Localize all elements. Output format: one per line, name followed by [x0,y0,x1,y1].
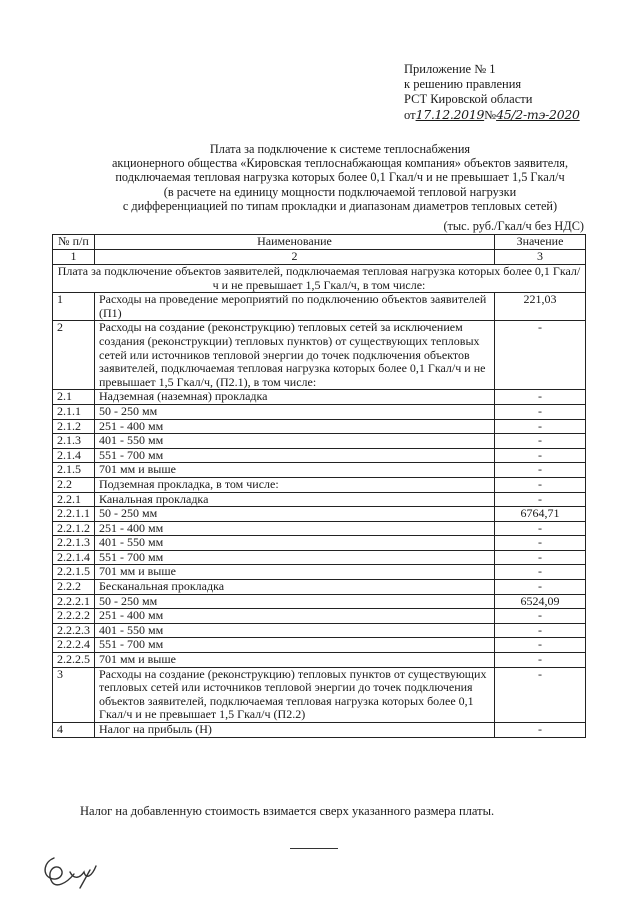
row-name: Расходы на создание (реконструкцию) тепловых сетей за исключением создания (реконструкции) тепловых пунктов) от существующих тепловых сетей или источников тепловой энергии до точек подключения объектов заявителей, подключаемая тепловая нагрузка которых более 0,1 Гкал/ч и не превышает 1,5 Гкал/ч, (П2.1), в том числе: [95,321,495,390]
table-row [53,419,586,434]
row-name: 50 - 250 мм [95,594,495,609]
col-number-1: 1 [53,250,95,265]
decision-date-line [404,107,580,123]
row-value: - [495,521,586,536]
row-value: - [495,477,586,492]
row-value: - [495,404,586,419]
units-note: (тыс. руб./Гкал/ч без НДС) [443,219,584,233]
row-value: - [495,321,586,390]
row-name: Надземная (наземная) прокладка [95,390,495,405]
row-number: 3 [53,667,95,722]
table-row [53,609,586,624]
row-name: 551 - 700 мм [95,638,495,653]
row-value: 6524,09 [495,594,586,609]
row-value: - [495,723,586,738]
row-number: 2.1.2 [53,419,95,434]
handwritten-signature [40,852,102,892]
table-row [53,594,586,609]
document-title [60,142,620,213]
title-line: (в расчете на единицу мощности подключаемой тепловой нагрузки [163,184,517,199]
appendix-line-2: к решению правления [404,77,522,91]
table-row [53,477,586,492]
row-name: 701 мм и выше [95,653,495,668]
row-value: - [495,623,586,638]
decision-date: 17.12.2019 [415,107,485,122]
row-number: 2.1 [53,390,95,405]
table-row [53,667,586,722]
row-name: 401 - 550 мм [95,536,495,551]
fee-table [52,234,586,738]
decision-number: 45/2-тэ-2020 [496,107,580,122]
table-row [53,653,586,668]
row-value: - [495,434,586,449]
date-prefix: от [404,108,416,122]
row-name: 251 - 400 мм [95,609,495,624]
table-header-row [53,235,586,250]
vat-footnote: Налог на добавленную стоимость взимается сверх указанного размера платы. [80,804,495,818]
section-header-row [53,265,586,293]
row-name: 50 - 250 мм [95,404,495,419]
table-row [53,565,586,580]
table-row [53,623,586,638]
row-value: - [495,419,586,434]
row-name: 551 - 700 мм [95,448,495,463]
appendix-line-3: РСТ Кировской области [404,92,533,106]
row-name: Подземная прокладка, в том числе: [95,477,495,492]
table-row [53,580,586,595]
title-line: с дифференциацией по типам прокладки и диапазонам диаметров тепловых сетей) [122,198,558,213]
row-name: Расходы на проведение мероприятий по подключению объектов заявителей (П1) [95,293,495,321]
table-row [53,536,586,551]
row-number: 2.2.2.1 [53,594,95,609]
row-value: - [495,653,586,668]
title-line: акционерного общества «Кировская теплоснабжающая компания» объектов заявителя, [111,156,569,171]
row-number: 2.1.4 [53,448,95,463]
col-number-3: 3 [495,250,586,265]
title-line: Плата за подключение к системе теплоснабжения [209,142,471,156]
row-value: - [495,667,586,722]
appendix-block [404,62,580,123]
row-name: 251 - 400 мм [95,419,495,434]
row-value: - [495,448,586,463]
table-row [53,521,586,536]
appendix-line-1: Приложение № 1 [404,62,496,76]
row-name: 551 - 700 мм [95,550,495,565]
row-number: 2.2.1.3 [53,536,95,551]
signature-line [290,848,338,849]
row-number: 2.2.1 [53,492,95,507]
table-row [53,321,586,390]
table-row [53,550,586,565]
table-row [53,507,586,522]
row-number: 2.1.5 [53,463,95,478]
row-name: Налог на прибыль (Н) [95,723,495,738]
table-row [53,723,586,738]
header-value: Значение [495,235,586,250]
row-value: - [495,550,586,565]
row-number: 2.2.2.4 [53,638,95,653]
row-value: - [495,609,586,624]
section-header: Плата за подключение объектов заявителей, подключаемая тепловая нагрузка которых более 0,1 Гкал/ч и не превышает 1,5 Гкал/ч, в том числе: [53,265,586,293]
row-number: 2.1.3 [53,434,95,449]
col-number-2: 2 [95,250,495,265]
table-row [53,638,586,653]
title-line: подключаемая тепловая нагрузка которых более 0,1 Гкал/ч и не превышает 1,5 Гкал/ч [115,170,565,185]
row-value: - [495,463,586,478]
row-value: 6764,71 [495,507,586,522]
row-name: Бесканальная прокладка [95,580,495,595]
row-name: 50 - 250 мм [95,507,495,522]
table-row [53,293,586,321]
row-number: 2.2.1.1 [53,507,95,522]
row-number: 2.2.2.2 [53,609,95,624]
row-number: 2.2.1.4 [53,550,95,565]
row-number: 2.1.1 [53,404,95,419]
row-name: Канальная прокладка [95,492,495,507]
row-name: 401 - 550 мм [95,434,495,449]
row-number: 2 [53,321,95,390]
header-name: Наименование [95,235,495,250]
row-number: 2.2.1.2 [53,521,95,536]
row-value: - [495,536,586,551]
table-row [53,463,586,478]
table-row [53,434,586,449]
row-value: - [495,565,586,580]
row-name: 701 мм и выше [95,463,495,478]
row-number: 4 [53,723,95,738]
row-number: 2.2.1.5 [53,565,95,580]
table-row [53,390,586,405]
header-number: № п/п [53,235,95,250]
row-value: 221,03 [495,293,586,321]
table-row [53,448,586,463]
row-value: - [495,580,586,595]
row-value: - [495,390,586,405]
row-name: 401 - 550 мм [95,623,495,638]
row-number: 1 [53,293,95,321]
row-name: Расходы на создание (реконструкцию) тепловых пунктов от существующих тепловых сетей или источников тепловой энергии до точек подключения объектов заявителей, подключаемая тепловая нагрузка которых более 0,1 Гкал/ч и не превышает 1,5 Гкал/ч (П2.2) [95,667,495,722]
row-number: 2.2.2.3 [53,623,95,638]
row-number: 2.2.2.5 [53,653,95,668]
column-number-row [53,250,586,265]
row-value: - [495,638,586,653]
row-number: 2.2 [53,477,95,492]
row-number: 2.2.2 [53,580,95,595]
table-row [53,492,586,507]
number-prefix: № [484,108,497,122]
table-row [53,404,586,419]
row-value: - [495,492,586,507]
row-name: 701 мм и выше [95,565,495,580]
row-name: 251 - 400 мм [95,521,495,536]
